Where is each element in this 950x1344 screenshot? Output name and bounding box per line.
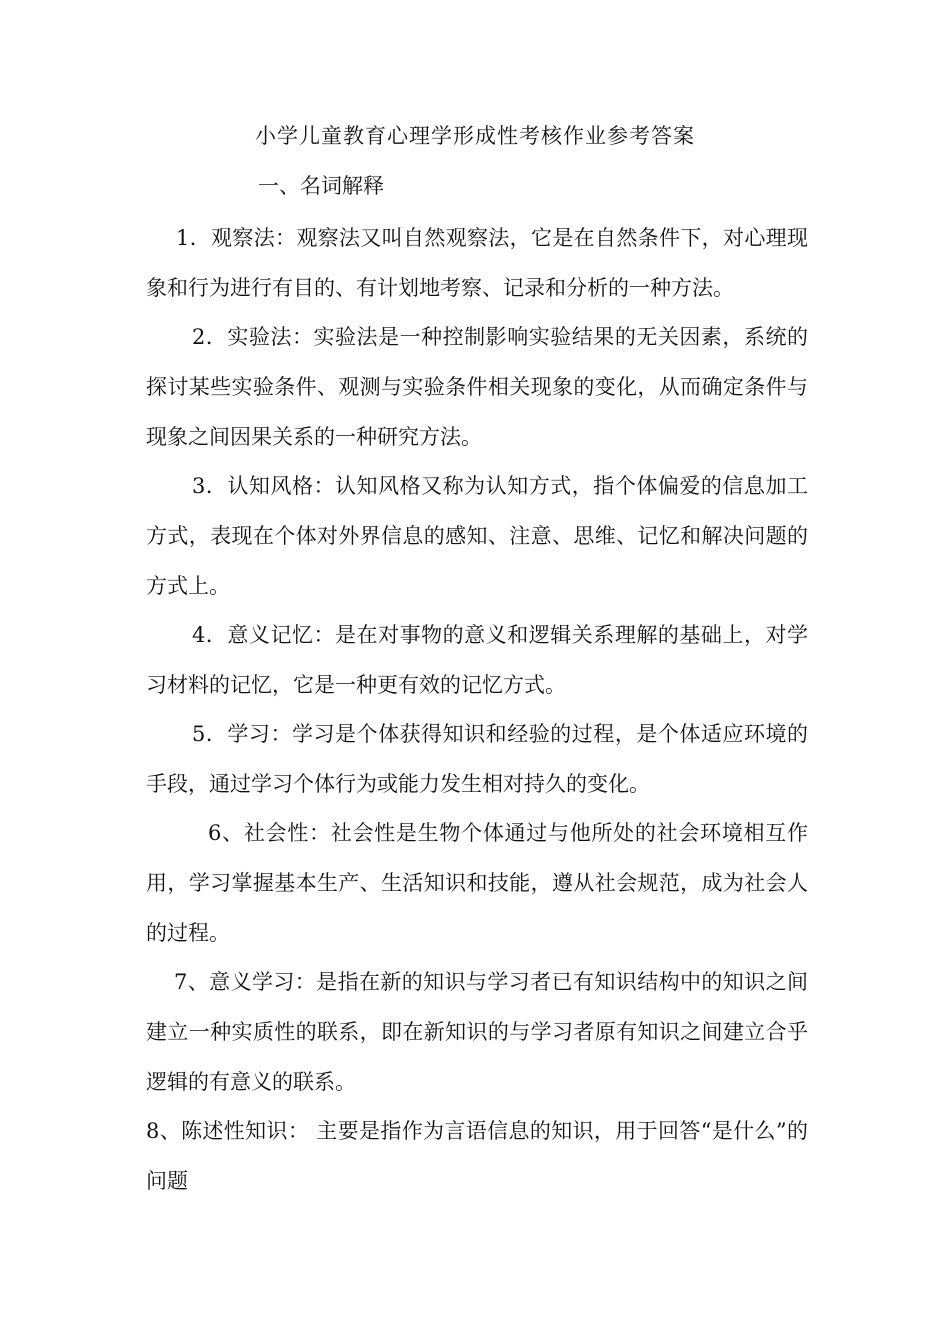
section-heading: 一、名词解释 — [258, 174, 384, 198]
definition-cognitive-style: 3．认知风格：认知风格又称为认知方式，指个体偏爱的信息加工方式，表现在个体对外界信息的感知、注意、思维、记忆和解决问题的方式上。 — [146, 474, 808, 598]
definition-learning: 5．学习：学习是个体获得知识和经验的过程，是个体适应环境的手段，通过学习个体行为或能力发生相对持久的变化。 — [146, 722, 808, 796]
definition-meaningful-memory: 4．意义记忆：是在对事物的意义和逻辑关系理解的基础上，对学习材料的记忆，它是一种更有效的记忆方式。 — [146, 623, 808, 697]
definition-meaningful-learning: 7、意义学习：是指在新的知识与学习者已有知识结构中的知识之间建立一种实质性的联系，即在新知识的与学习者原有知识之间建立合乎逻辑的有意义的联系。 — [146, 970, 808, 1094]
document-title: 小学儿童教育心理学形成性考核作业参考答案 — [255, 124, 695, 148]
definition-experiment-method: 2．实验法：实验法是一种控制影响实验结果的无关因素，系统的探讨某些实验条件、观测与实验条件相关现象的变化，从而确定条件与现象之间因果关系的一种研究方法。 — [146, 325, 808, 449]
definition-observation-method: 1．观察法：观察法又叫自然观察法，它是在自然条件下，对心理现象和行为进行有目的、有计划地考察、记录和分析的一种方法。 — [146, 226, 808, 300]
definition-declarative-knowledge: 8、陈述性知识： 主要是指作为言语信息的知识，用于回答“是什么”的问题 — [146, 1119, 808, 1193]
definition-sociality: 6、社会性：社会性是生物个体通过与他所处的社会环境相互作用，学习掌握基本生产、生活知识和技能，遵从社会规范，成为社会人的过程。 — [146, 821, 808, 945]
